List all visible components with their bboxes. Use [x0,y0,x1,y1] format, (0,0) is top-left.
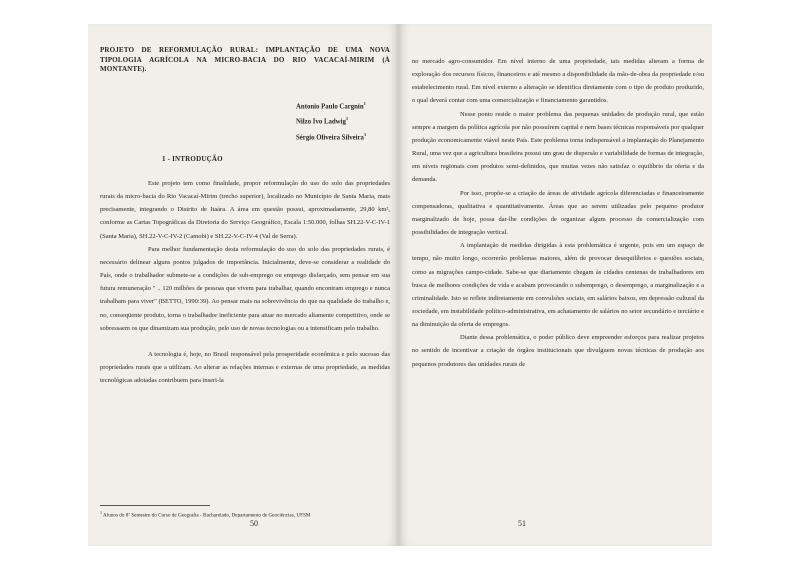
footnote-text: Alunos do 8º Semestre do Curso de Geografia - Bacharelado, Departamento de Geociências, UFSM [103,512,311,519]
author-1 [296,98,392,113]
paragraph: A tecnologia é, hoje, no Brasil responsável pela prosperidade econômica e pelo sucesso das propriedades rurais que a utilizam. Ao alterar as relações internas e externas de uma propriedade, as medidas tecnológicas adotadas contribuem para inseri-la [100,350,390,385]
author-footnote-mark: 1 [345,116,349,122]
author-name: Sérgio Oliveira Silveira [296,133,364,141]
paragraph: Nesse ponto reside o maior problema das pequenas unidades de produção rural, que estão sempre a margem da política agrícola por não possuírem capital e nem bases técnicas responsáveis por qualquer produção economicamente viável neste País. Este problema torna indispensável a implantação do Planejamento Rural, uma vez que a agricultura brasileira possui um grau de dispersão e variabilidade de formas de integração, em níveis regionais com produtos semi-definidos, que muitas vezes não satisfaz o equilíbrio da oferta e da demanda. [412,110,704,184]
author-2 [296,113,392,128]
footnote-divider [100,505,210,506]
paragraph: Para melhor fundamentação desta reformulação do uso do solo das propriedades rurais, é necessário delinear alguns pontos julgados de importância. Inicialmente, deve-se considerar a realidade do País, onde o trabalhador submete-se a condições de sub-emprego ou emprego disfarçado, sem pensar em sua futura remuneração " .. 120 milhões de pessoas que vivem para trabalhar, quando encontram emprego e nunca trabalham para viver" (BETTO, 1990:39). Ao pensar mais na sobrevivência do que na qualidade do trabalho e, no, conseqüente produto, torna o trabalhador ineficiente para atuar no mercado altamente competitivo, onde se sobressaem os que dinamizam sua produção, pelo uso de novas tecnologias ou a intensificam pelo trabalho. [100,245,390,332]
paragraph: A implantação de medidas dirigidas à esta problemática é urgente, pois em um espaço de tempo, não muito longo, ocorrerão problemas maiores, além de provocar desequilíbrios e questões sociais, como as migrações campo-cidade. Sabe-se que diariamente chegam às cidades centenas de trabalhadores em busca de melhores condições de vida e acabam provocando o subemprego, o desemprego, a marginalização e a criminalidade. Isto se reflete indiretamente em convulsões sociais, em salários baixos, em depressão cultural da sociedade, em instabilidade político-administrativa, em achatamento de salários no setor secundário e terciário e na diminuição da oferta de empregos. [412,242,704,329]
author-name: Nilzo Ivo Ladwig [296,118,346,126]
page-number: 50 [250,519,258,528]
left-body-text [100,177,390,387]
author-footnote-mark: 1 [363,131,367,137]
paragraph: Por isso, propõe-se a criação de áreas de atividade agrícola diferenciadas e financeiramente compensadoras, qualitativa e quantitativamente. Áreas que ao serem utilizadas pelo pequeno produtor marginalizado de hoje, possa dar-lhe condições de organizar algum processo de comercialização com possibilidades de integração vertical. [412,189,704,237]
paragraph: Este projeto tem como finalidade, propor reformulação do uso do solo das propriedades rurais da micro-bacia do Rio Vacacaí-Mirim (trecho superior), localizado no Município de Santa Maria, mais precisamente, integrando o Distrito de Itaára. A área em questão possui, aproximadamente, 29,80 km², conforme as Cartas Topográficas da Diretoria do Serviço Geográfico, Escala 1:50.000, folhas SH.22-V-C-IV-1 (Santa Maria), SH.22-V-C-IV-2 (Camobi) e SH.22-V-C-IV-4 (Val de Serra). [100,180,390,240]
article-title: PROJETO DE REFORMULAÇÃO RURAL: IMPLANTAÇÃO DE UMA NOVA TIPOLOGIA AGRÍCOLA NA MICRO-BACIA DO RIO VACACAÍ-MIRIM (À MONTANTE). [100,46,390,74]
right-body-text [412,55,704,371]
paragraph: no mercado agro-consumidor. Em nível interno de uma propriedade, tais medidas alteram a forma de exploração dos recursos físicos, financeiros e até mesmo a disponibilidade da mão-de-obra da propriedade e/ou estabelecimento rural. Em nível externo a alteração se identifica diretamente com o tipo de produto produzido, o qual deverá contar com uma comercialização e financiamento garantidos. [412,58,704,105]
footnote [100,509,390,520]
section-heading: 1 - INTRODUÇÃO [162,155,223,163]
paragraph: Diante dessa problemática, o poder público deve empreender esforços para realizar projetos no sentido de incentivar a criação de órgãos institucionais que divulguem novas técnicas de produção aos pequenos produtores das unidades rurais de [412,334,704,368]
footnote-mark: 1 [100,510,102,515]
page-number: 51 [518,519,526,528]
author-list [296,98,392,144]
right-page [398,24,712,546]
author-footnote-mark: 1 [363,101,366,106]
book-spread [88,24,712,546]
left-page [88,24,398,546]
author-name: Antonio Paulo Cargnin [296,103,364,111]
author-3 [296,129,392,144]
